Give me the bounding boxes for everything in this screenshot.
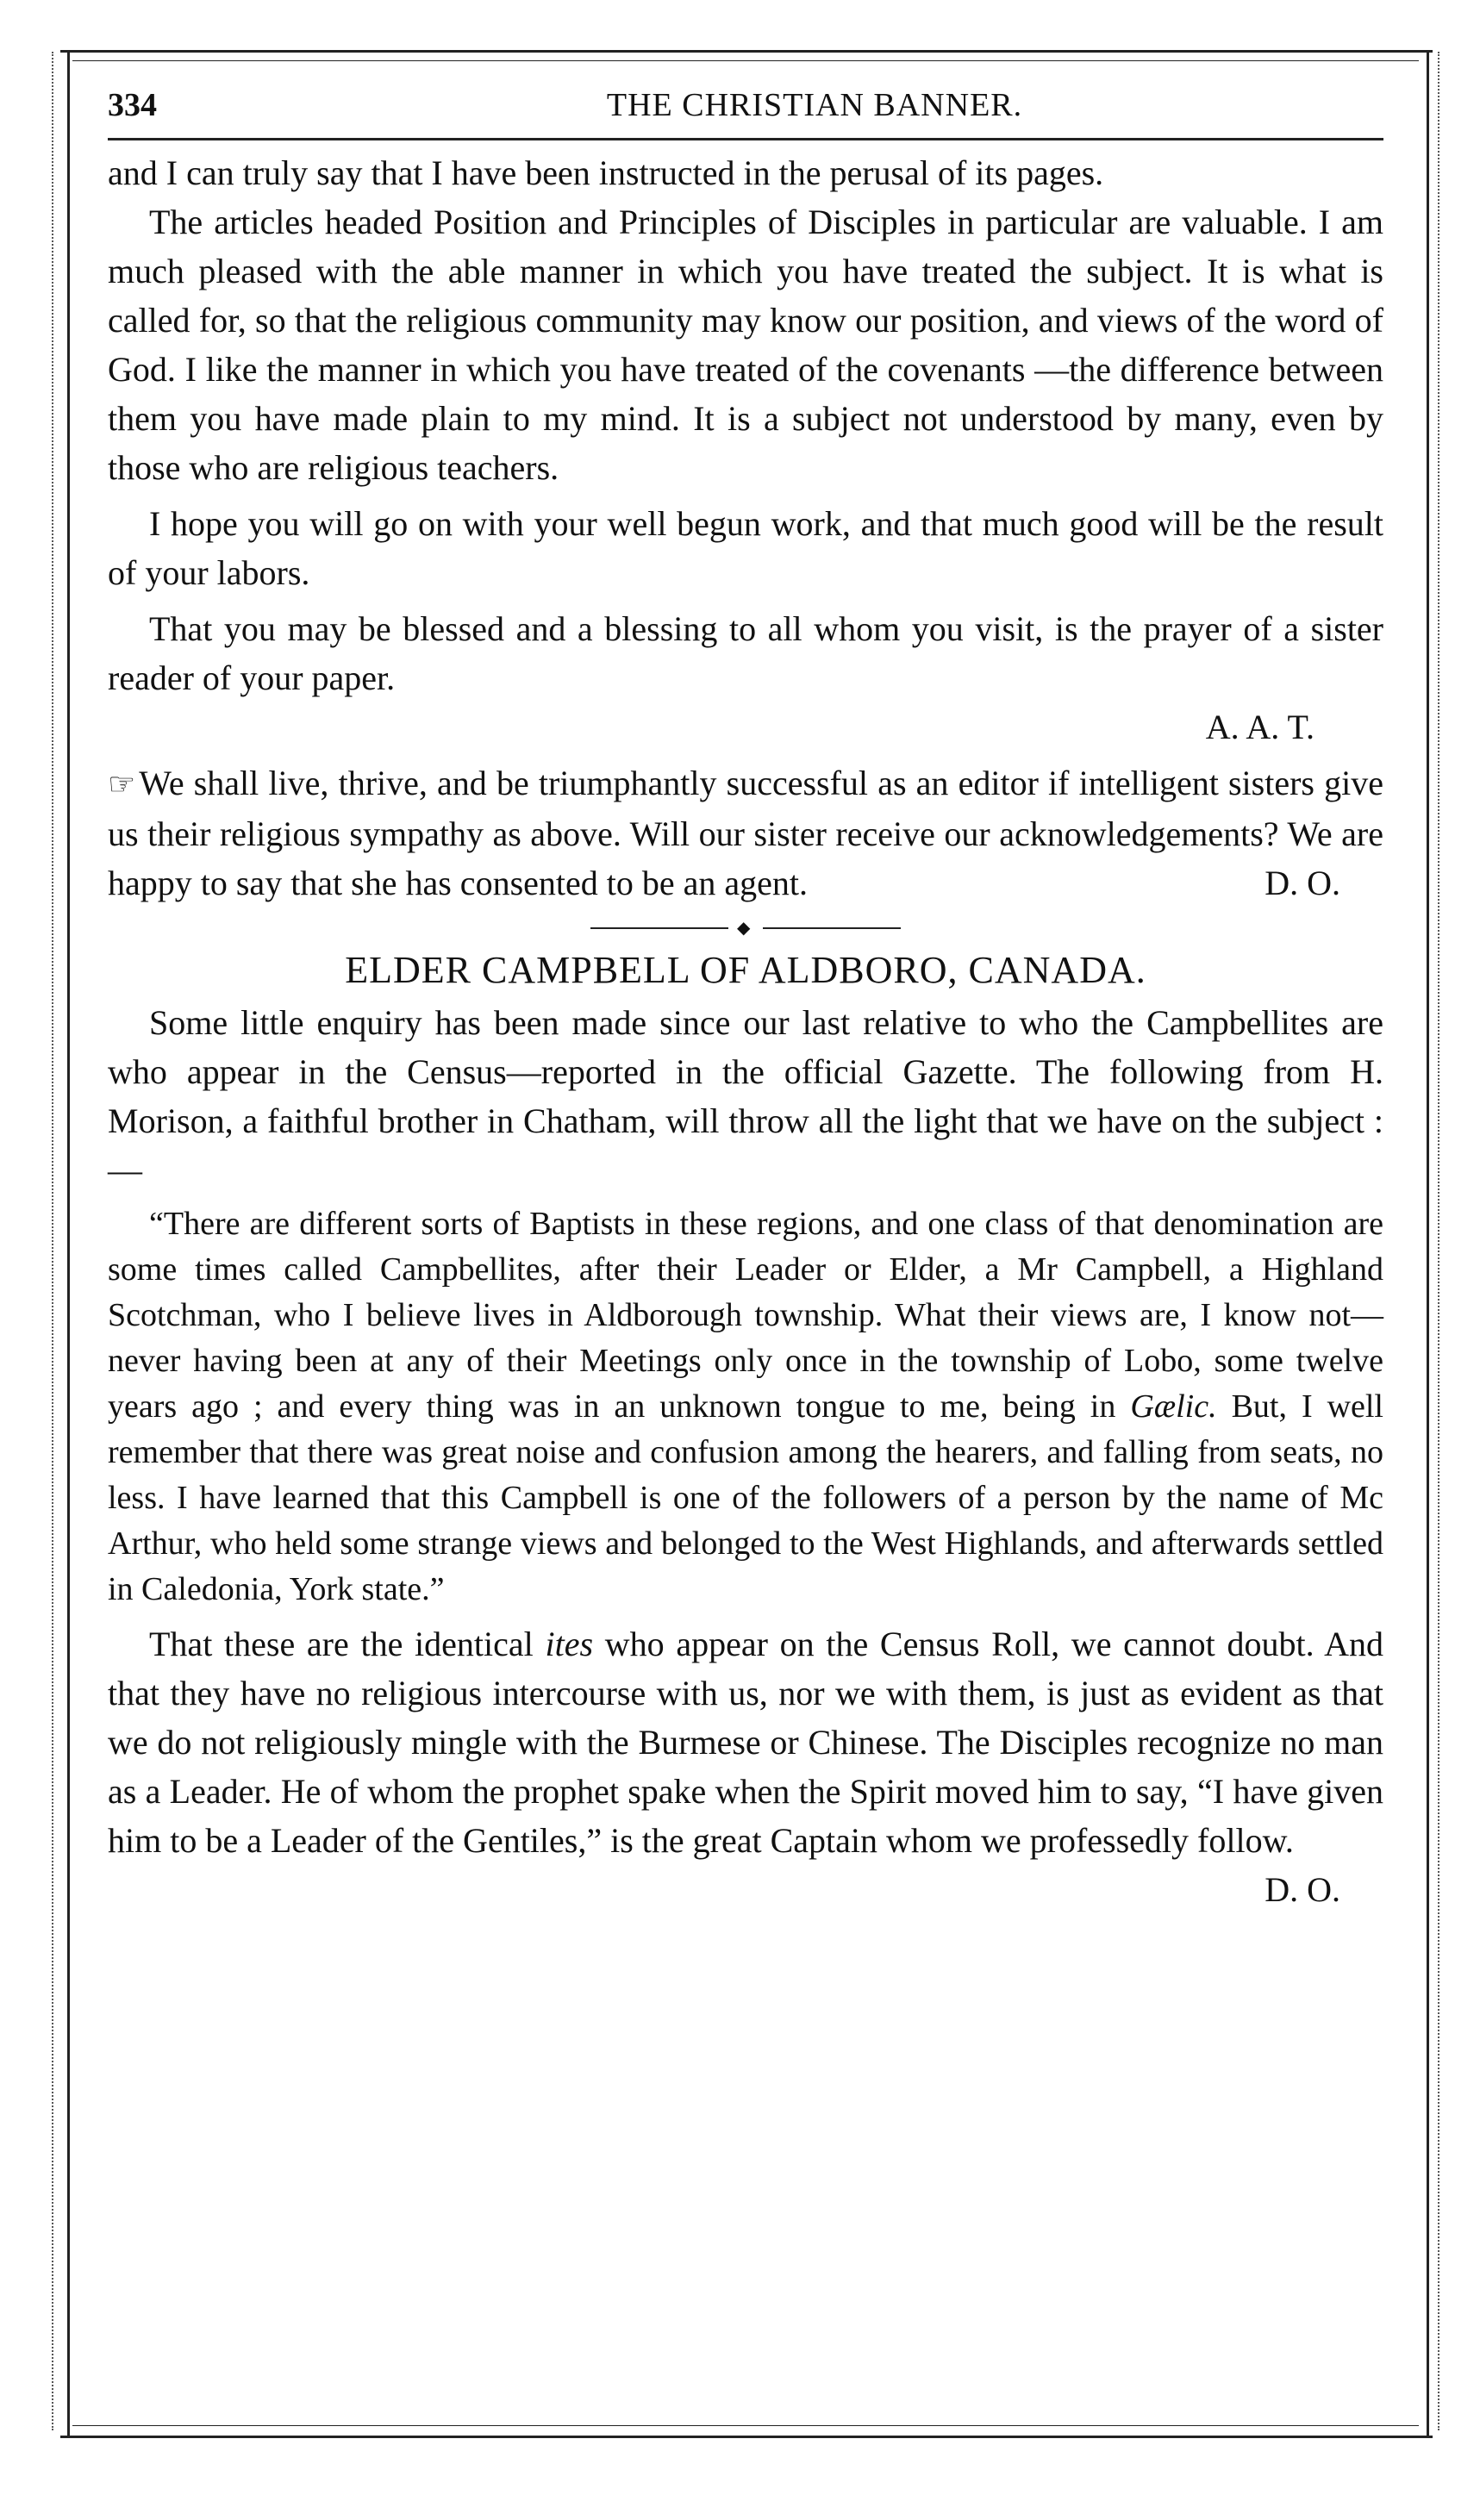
- article-quotation: [108, 1201, 1383, 1612]
- letter-paragraph-4: That you may be blessed and a blessing to all whom you visit, is the prayer of a sister reader of your paper.: [108, 609, 1383, 697]
- editor-note: [108, 758, 1383, 908]
- letter-signature: A. A. T.: [1205, 708, 1315, 746]
- article-paragraph-1: Some little enquiry has been made since our last relative to who the Campbellites are who appear in the Census—reported in the official Gazette. The following from H. Morison, a faithful brother in Chatham, will throw all the light that we have on the subject :—: [108, 1003, 1383, 1189]
- pointing-hand-icon: ☞: [108, 767, 136, 802]
- page-header: [108, 86, 1383, 134]
- header-rule: [108, 138, 1383, 140]
- editor-note-text: We shall live, thrive, and be triumphantly successful as an editor if intelligent sisters give us their religious sympathy as above. Will our sister receive our acknowledgements? We are happy to say that she has consented to be an agent.: [108, 764, 1383, 902]
- divider-diamond-icon: ◆: [737, 919, 751, 938]
- paragraph-3-italic-word: ites: [545, 1625, 594, 1663]
- text-column: [108, 148, 1383, 1914]
- section-divider: [590, 920, 901, 937]
- paragraph-3-text-2: who appear on the Census Roll, we cannot doubt. And that they have no religious intercourse with us, nor we with them, is just as evident as that we do not religiously mingle with the Burmese or Chinese. The Disciples recognize no man as a Leader. He of whom the prophet spake when the Spirit moved him to say, “I have given him to be a Leader of the Gentiles,” is the great Captain whom we professedly follow.: [108, 1625, 1384, 1860]
- letter-paragraph-2: The articles headed Position and Principles of Disciples in particular are valuable. I am much pleased with the able manner in which you have treated the subject. It is what is called for, so that the religious community may know our position, and views of the word of God. I like the manner in which you have treated of the covenants —the difference between them you have made plain to my mind. It is a subject not understood by many, even by those who are religious teachers.: [108, 203, 1383, 487]
- letter-paragraph-3: I hope you will go on with your well begun work, and that much good will be the result of your labors.: [108, 504, 1383, 592]
- editor-note-signature: D. O.: [1265, 864, 1340, 902]
- quotation-text-1: “There are different sorts of Baptists in these regions, and one class of that denomination are some times called Campbellites, after their Leader or Elder, a Mr Campbell, a Highland Scotchman, who I believe lives in Aldborough township. What their views are, I know not—never having been at any of their Meetings only once in the township of Lobo, some twelve years ago ; and every thing was in an unknown tongue to me, being in: [108, 1206, 1383, 1425]
- quotation-text-2: But, I well remember that there was great noise and confusion among the hearers, and falling from seats, no less. I have learned that this Campbell is one of the followers of a person by the name of Mc Arthur, who held some strange views and belonged to the West Highlands, and afterwards settled in Caledonia, York state.”: [108, 1388, 1383, 1607]
- article-signature: D. O.: [1265, 1870, 1340, 1909]
- article-title: ELDER CAMPBELL OF ALDBORO, CANADA.: [345, 949, 1146, 991]
- quotation-italic-word: Gælic.: [1130, 1388, 1217, 1425]
- paragraph-3-text-1: That these are the identical: [149, 1625, 534, 1663]
- bottom-frame-inner-rule: [72, 2425, 1419, 2426]
- article-paragraph-3: [108, 1619, 1384, 1909]
- right-border-dots: [1438, 52, 1439, 2430]
- running-head: THE CHRISTIAN BANNER.: [606, 87, 1023, 123]
- page-number: 334: [108, 87, 157, 123]
- bottom-frame-rule: [60, 2436, 1433, 2438]
- letter-paragraph-1: and I can truly say that I have been instructed in the perusal of its pages.: [108, 153, 1104, 192]
- left-border-dots: [52, 52, 53, 2430]
